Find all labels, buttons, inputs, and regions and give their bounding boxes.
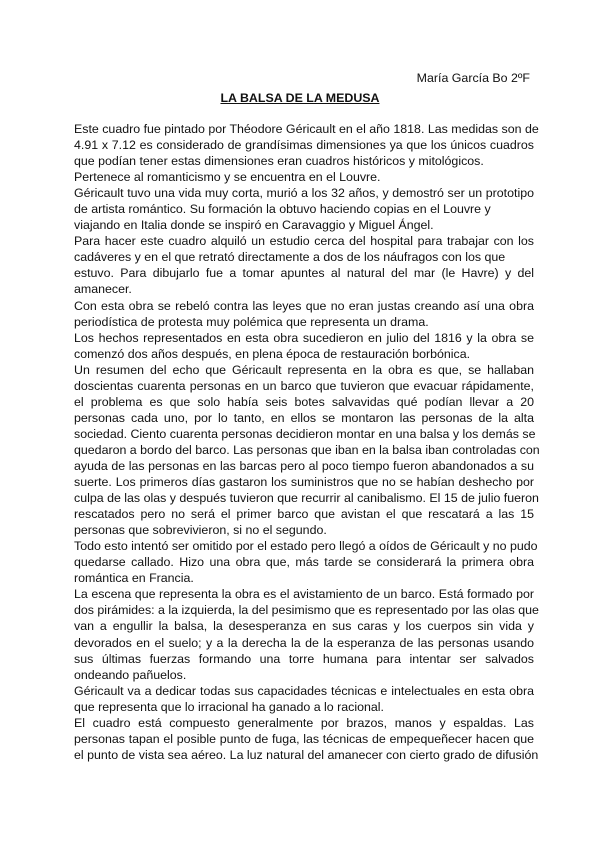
- text-line: viajando en Italia donde se inspiró en Caravaggio y Miguel Ángel.: [74, 218, 434, 233]
- text-line: Pertenece al romanticismo y se encuentra en el Louvre.: [74, 170, 381, 185]
- document-title: LA BALSA DE LA MEDUSA: [220, 91, 380, 105]
- text-line: devorados en el suelo; y a la derecha la de la esperanza de las personas usando: [74, 635, 534, 650]
- text-line: quedarse callado. Hizo una obra que, más tarde se considerará la primera obra: [74, 555, 534, 570]
- text-line: sus últimas fuerzas formando una torre humana para intentar ser salvados: [74, 651, 534, 666]
- text-line: personas cada uno, por lo tanto, en ellos se montaron las personas de la alta: [74, 410, 534, 425]
- text-line: personas tapan el posible punto de fuga, las técnicas de empequeñecer hacen que: [74, 731, 534, 746]
- text-line: el problema es que solo había seis botes salvavidas qué podían llevar a 20: [74, 394, 534, 409]
- text-line: de artista romántico. Su formación la obtuvo haciendo copias en el Louvre y: [74, 202, 491, 217]
- text-line: que podían tener estas dimensiones eran cuadros históricos y mitológicos.: [74, 154, 484, 169]
- author-name: María García Bo 2ºF: [416, 71, 530, 85]
- text-line: amanecer.: [74, 282, 132, 297]
- text-line: ondeando pañuelos.: [74, 667, 187, 682]
- text-line: quedaron a bordo del barco. Las personas que iban en la balsa iban controladas con: [74, 442, 540, 457]
- text-line: culpa de las olas y después tuvieron que recurrir al canibalismo. El 15 de julio fueron: [74, 491, 539, 506]
- text-line: Los hechos representados en esta obra sucedieron en julio del 1816 y la obra se: [74, 330, 534, 345]
- text-line: van a engullir la balsa, la desesperanza en sus caras y los cuerpos sin vida y: [74, 619, 534, 634]
- text-line: Géricault va a dedicar todas sus capacidades técnicas e intelectuales en esta obra: [74, 683, 534, 698]
- text-line: que representa que lo irracional ha ganado a lo racional.: [74, 699, 384, 714]
- text-line: personas que sobrevivieron, si no el segundo.: [74, 523, 327, 538]
- text-line: suerte. Los primeros días gastaron los suministros que no se habían deshecho por: [74, 475, 534, 490]
- text-line: comenzó dos años después, en plena época de restauración borbónica.: [74, 346, 471, 361]
- text-line: Todo esto intentó ser omitido por el estado pero llegó a oídos de Géricault y no pudo: [74, 539, 538, 554]
- text-line: ayuda de las personas en las barcas pero al poco tiempo fueron abandonados a su: [74, 458, 534, 473]
- text-line: sociedad. Ciento cuarenta personas decidieron montar en una balsa y los demás se: [74, 426, 536, 441]
- text-line: rescatados pero no será el primer barco que avistan el que rescatará a las 15: [74, 507, 534, 522]
- text-line: 4.91 x 7.12 es considerado de grandísimas dimensiones ya que los únicos cuadros: [74, 138, 534, 153]
- text-line: La escena que representa la obra es el avistamiento de un barco. Está formado por: [74, 587, 534, 602]
- text-line: romántica en Francia.: [74, 571, 194, 586]
- text-line: Este cuadro fue pintado por Théodore Géricault en el año 1818. Las medidas son de: [74, 122, 539, 136]
- text-line: periodística de protesta muy polémica que representa un drama.: [74, 314, 429, 329]
- body-text: [74, 121, 540, 763]
- text-line: el punto de vista sea aéreo. La luz natural del amanecer con cierto grado de difusión: [74, 747, 539, 762]
- text-line: dos pirámides: a la izquierda, la del pesimismo que es representado por las olas que: [74, 603, 539, 618]
- text-line: Un resumen del echo que Géricault representa en la obra es que, se hallaban: [74, 362, 534, 377]
- text-line: Con esta obra se rebeló contra las leyes que no eran justas creando así una obra: [74, 298, 534, 313]
- text-line: cadáveres y en el que retrató directamente a dos de los náufragos con los que: [74, 250, 506, 265]
- text-line: Para hacer este cuadro alquiló un estudio cerca del hospital para trabajar con los: [74, 234, 534, 249]
- text-line: El cuadro está compuesto generalmente por brazos, manos y espaldas. Las: [74, 715, 534, 730]
- text-line: estuvo. Para dibujarlo fue a tomar apuntes al natural del mar (le Havre) y del: [74, 266, 534, 281]
- text-line: doscientas cuarenta personas en un barco que tuvieron que evacuar rápidamente,: [74, 378, 534, 393]
- text-line: Géricault tuvo una vida muy corta, murió a los 32 años, y demostró ser un prototipo: [74, 186, 534, 201]
